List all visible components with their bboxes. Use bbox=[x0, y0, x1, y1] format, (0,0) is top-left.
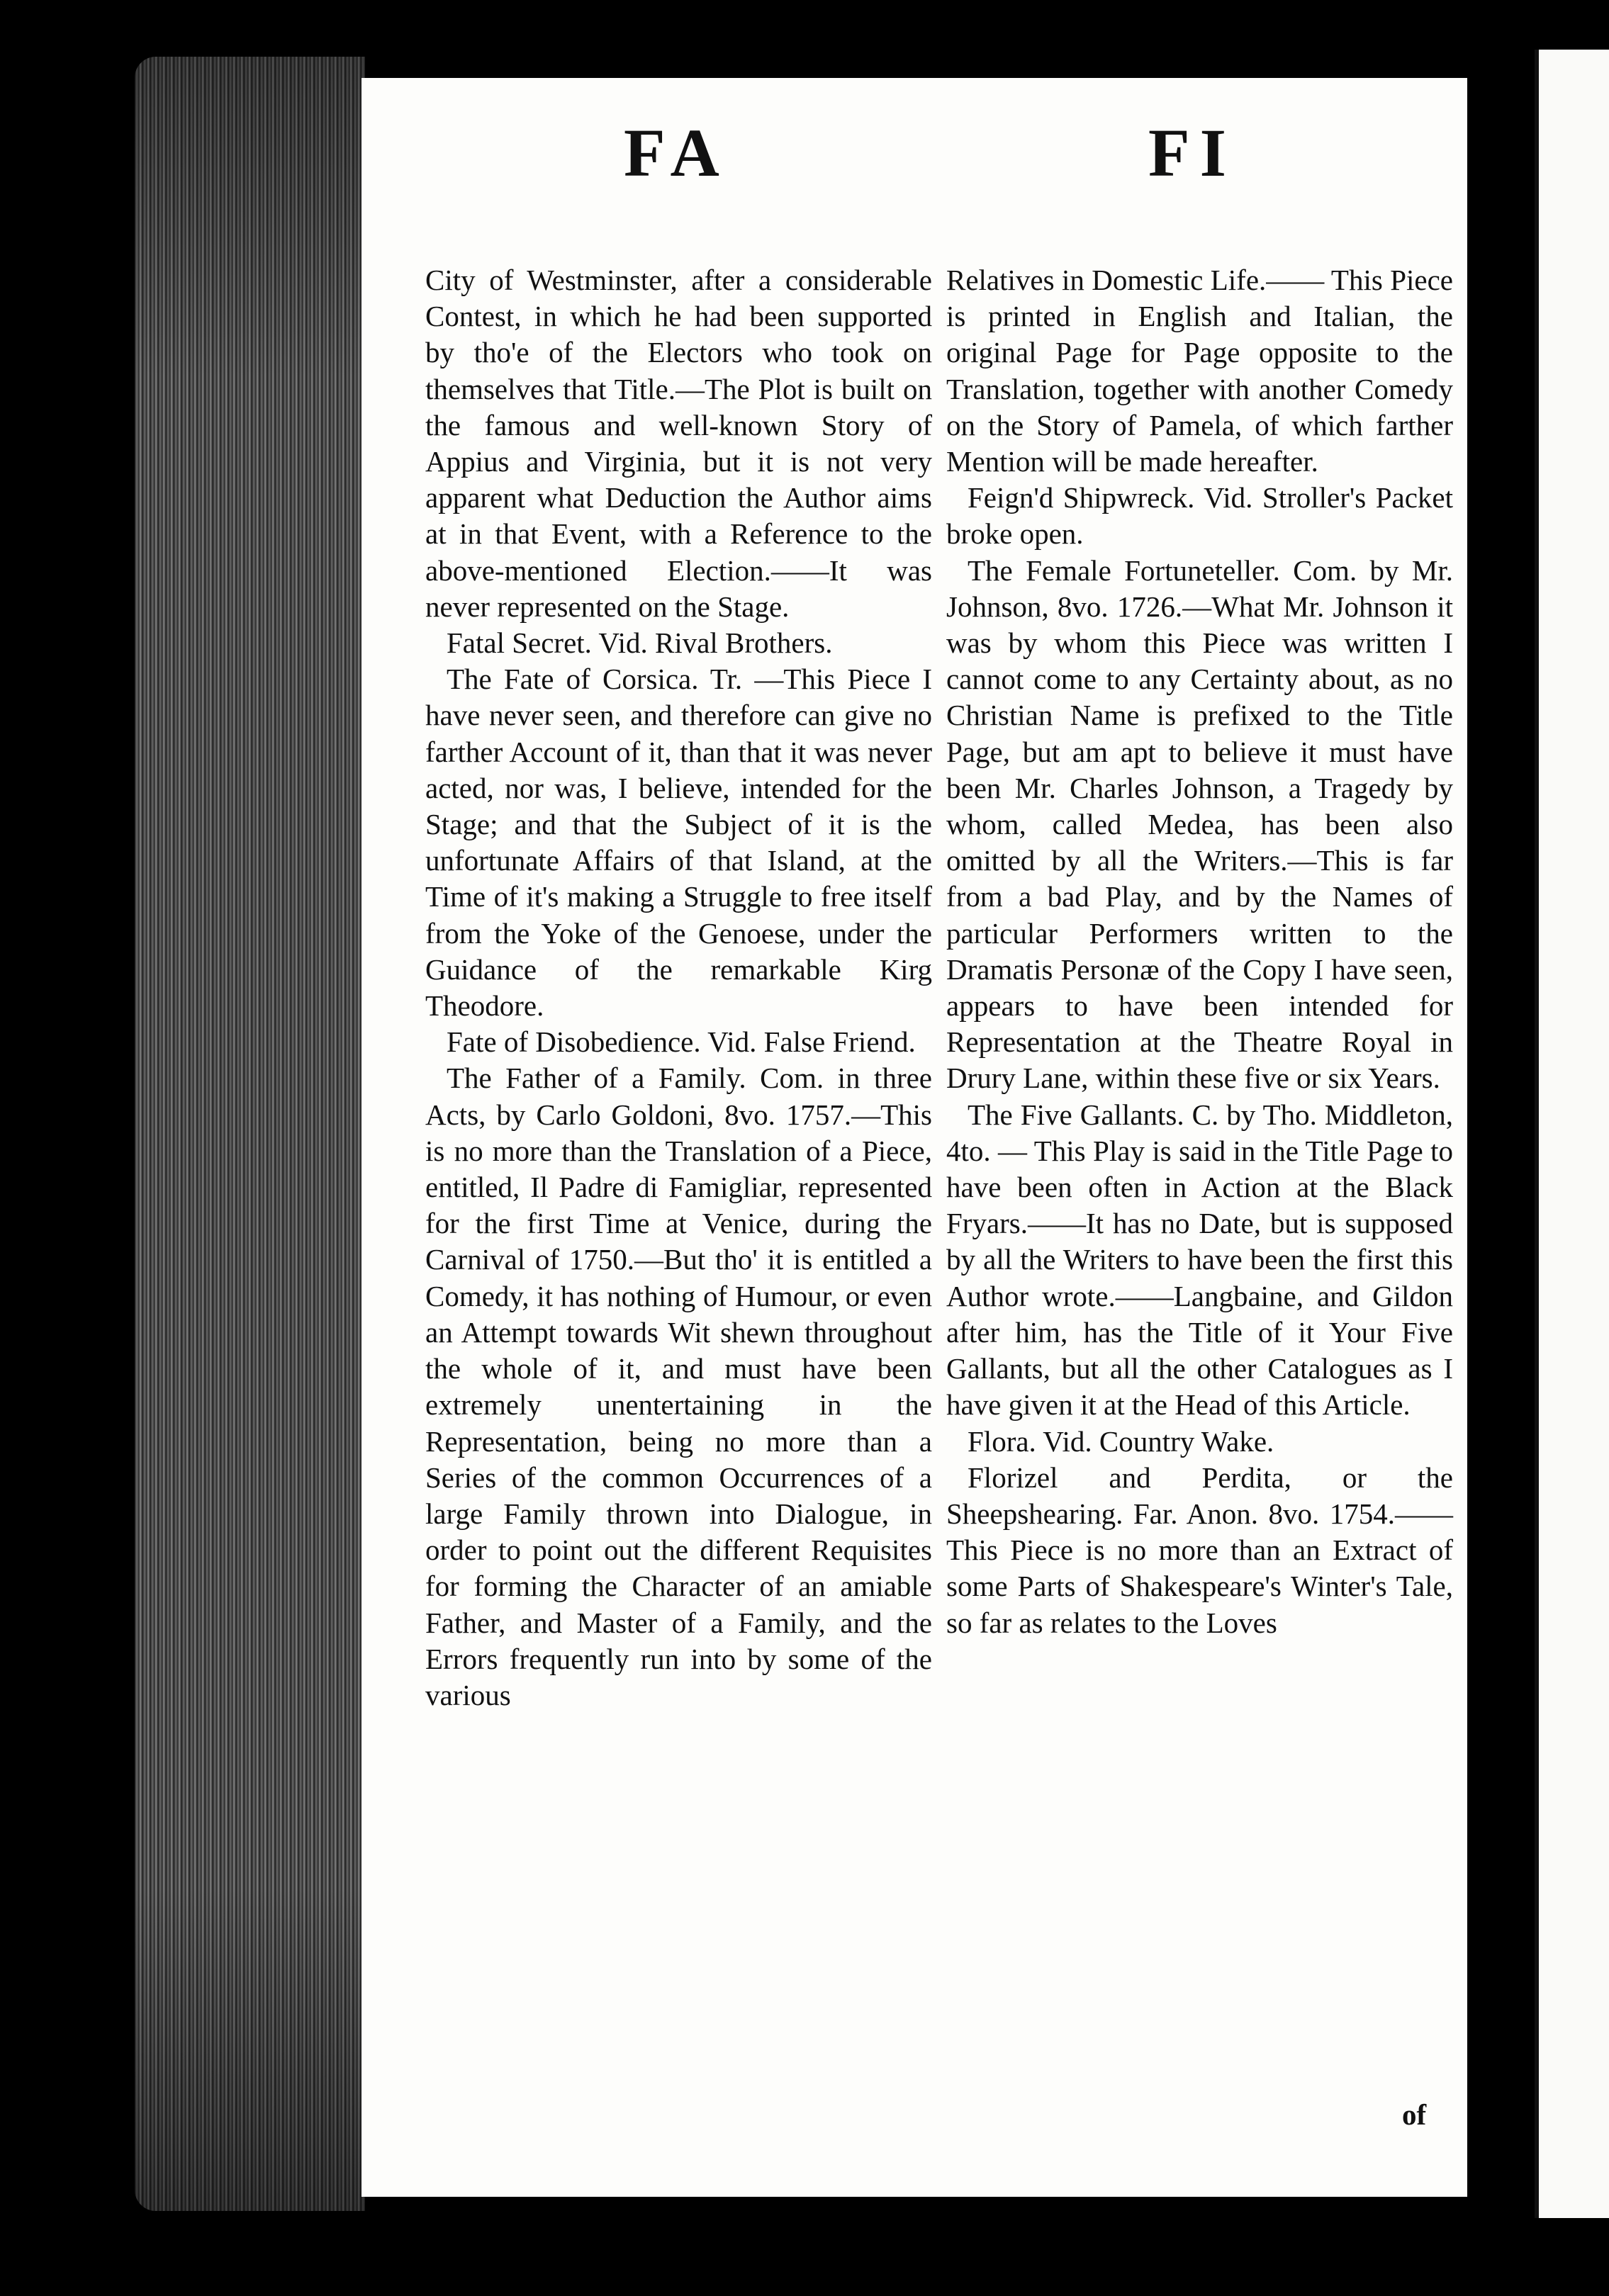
running-head-right: FI bbox=[1148, 115, 1236, 191]
running-head-left: FA bbox=[624, 115, 729, 191]
paragraph: Relatives in Domestic Life.—— This Piece is printed in English and Italian, the original Page for Page opposite to the Translation, together with another Comedy on the Story of Pamela, of which farther Mention will be made hereafter. bbox=[946, 264, 1453, 478]
dictionary-entry: Fate of Disobedience. Vid. False Friend. bbox=[447, 1025, 916, 1059]
catchword: of bbox=[1402, 2098, 1427, 2131]
paragraph: City of Westminster, after a considerable Contest, in which he had been supported by tho'e of the Electors who took on themselves that Title.—The Plot is built on the famous and well-known Story of Appius and Virginia, but it is not very apparent what Deduction the Author aims at in that Event, with a Reference to the above-mentioned Election.——It was never represented on the Stage. bbox=[425, 264, 932, 623]
text-column-left bbox=[425, 262, 932, 1713]
dictionary-entry: Florizel and Perdita, or the Sheepshearing. Far. Anon. 8vo. 1754.——This Piece is no more than an Extract of some Parts of Shakespeare's Winter's Tale, so far as relates to the Loves bbox=[946, 1461, 1453, 1639]
dictionary-entry: The Female Fortuneteller. Com. by Mr. Johnson, 8vo. 1726.—What Mr. Johnson it was by whom this Piece was written I cannot come to any Certainty about, as no Christian Name is prefixed to the Title Page, but am apt to believe it must have been Mr. Charles Johnson, a Tragedy by whom, called Medea, has been also omitted by all the Writers.—This is far from a bad Play, and by the Names of particular Performers written to the Dramatis Personæ of the Copy I have seen, appears to have been intended for Representation at the Theatre Royal in Drury Lane, within these five or six Years. bbox=[946, 553, 1453, 1095]
dictionary-entry: Fatal Secret. Vid. Rival Brothers. bbox=[447, 626, 833, 660]
dictionary-entry: The Father of a Family. Com. in three Acts, by Carlo Goldoni, 8vo. 1757.—This is no more than the Translation of a Piece, entitled, Il Padre di Famigliar, represented for the first Time at Venice, during the Carnival of 1750.—But tho' it is entitled a Comedy, it has nothing of Humour, or even an Attempt towards Wit shewn throughout the whole of it, and must have been extremely unentertaining in the Representation, being no more than a Series of the common Occurrences of a large Family thrown into Dialogue, in order to point out the different Requisites for forming the Character of an amiable Father, and Master of a Family, and the Errors frequently run into by some of the various bbox=[425, 1062, 932, 1711]
dictionary-entry: The Five Gallants. C. by Tho. Middleton, 4to. — This Play is said in the Title Page to have been often in Action at the Black Fryars.——It has no Date, but is supposed by all the Writers to have been the first this Author wrote.——Langbaine, and Gildon after him, has the Title of it Your Five Gallants, but all the other Catalogues as I have given it at the Head of this Article. bbox=[946, 1098, 1453, 1422]
dictionary-entry: Flora. Vid. Country Wake. bbox=[968, 1424, 1274, 1458]
facing-page-edge bbox=[1535, 50, 1609, 2218]
dictionary-entry: Feign'd Shipwreck. Vid. Stroller's Packet broke open. bbox=[946, 481, 1453, 551]
text-column-right bbox=[946, 262, 1453, 1641]
book-fore-edge-shadow bbox=[135, 57, 365, 2211]
dictionary-entry: The Fate of Corsica. Tr. —This Piece I have never seen, and therefore can give no farther Account of it, than that it was never acted, nor was, I believe, intended for the Stage; and that the Subject of it is the unfortunate Affairs of that Island, at the Time of it's making a Struggle to free itself from the Yoke of the Genoese, under the Guidance of the remarkable Kirg Theodore. bbox=[425, 663, 932, 1023]
